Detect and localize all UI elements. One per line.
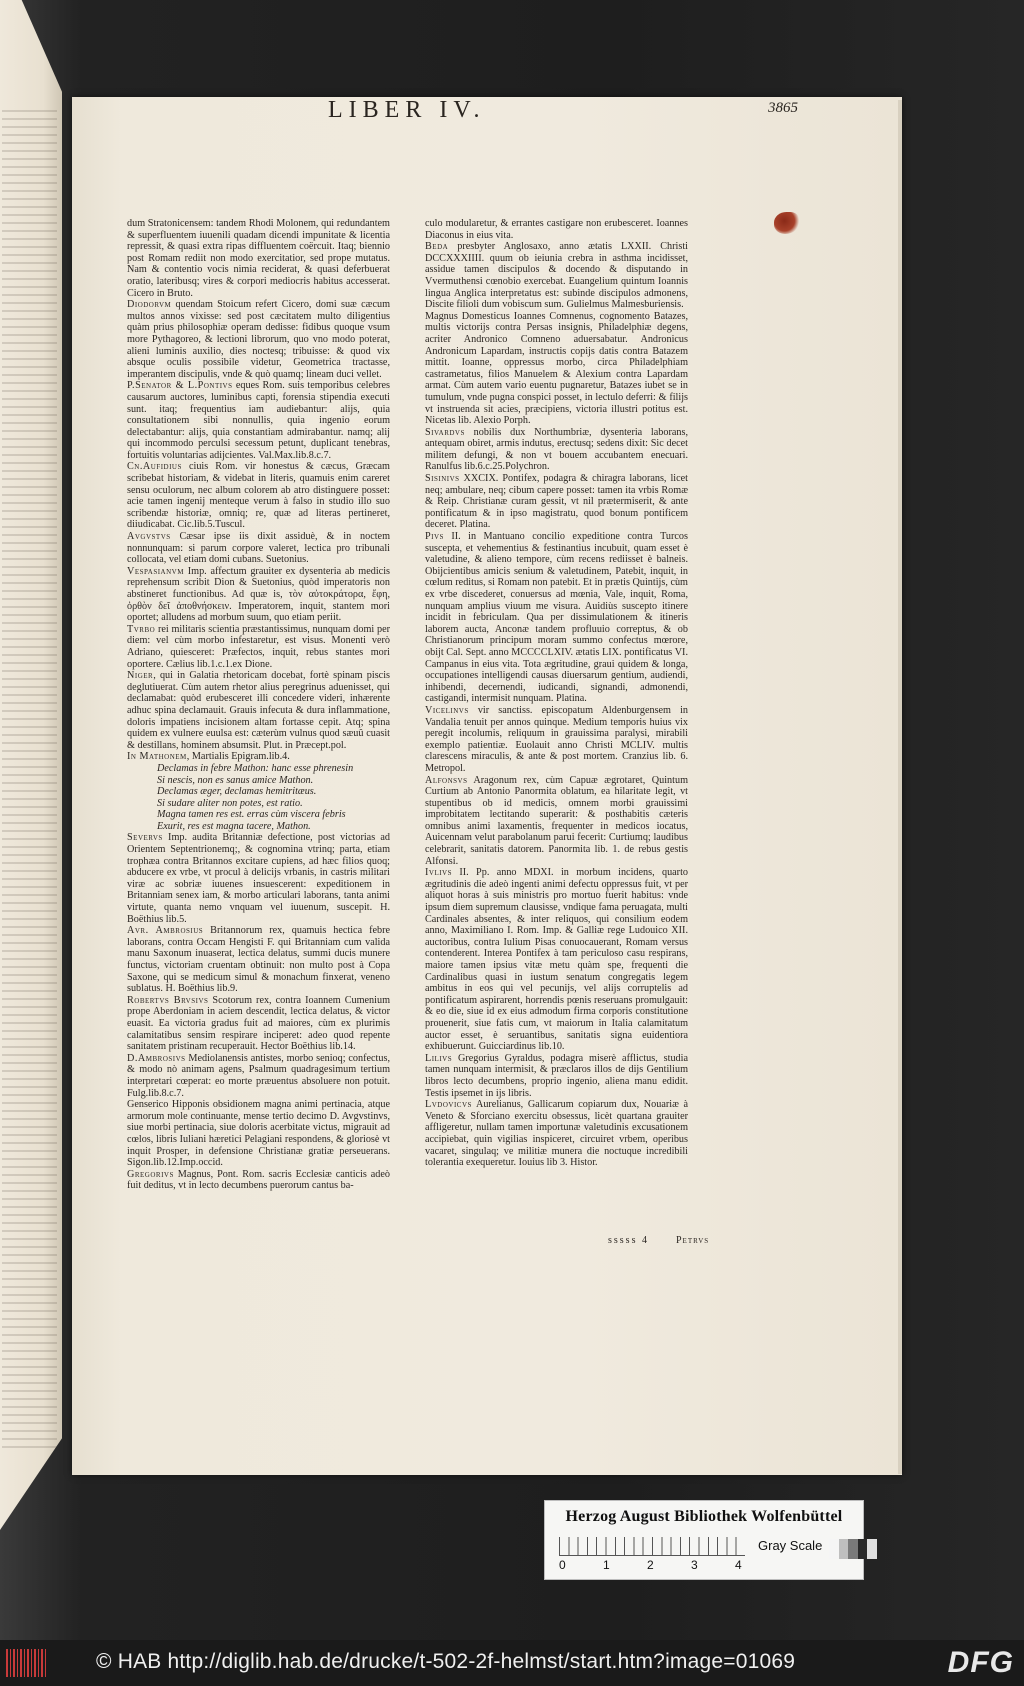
text-entry xyxy=(127,624,390,670)
entry-text: Genserico Hipponis obsidionem magna animi pertinacia, atque armorum mole continuante, mense tertio decimo D. Avgvstinvs, siue morbi pertinacia, siue doloris acerbitate victus, migrauit ad cœlos, libris Iuliani hæretici Pelagiani respondens, & gloriosè vt inquit Prosper, in defensione Christianæ gratiæ perseuerans. Sigon.lib.12.Imp.occid. xyxy=(127,1099,390,1169)
text-entry xyxy=(127,925,390,995)
entry-head: Sisinivs xyxy=(425,473,460,485)
facing-page-text-ghost xyxy=(2,110,57,1450)
text-entry xyxy=(425,775,688,868)
text-entry xyxy=(425,531,688,705)
catchword: Petrvs xyxy=(676,1235,710,1246)
gray-swatch xyxy=(858,1539,868,1559)
entry-text: II. Pp. anno MDXI. in morbum incidens, quarto ægritudinis die adeò ingenti animi defectu oppressus fuit, vt per aliquot horas à suis ministris pro mortuo fuerit habitus: vnde ipsum diem supremum clausisse, vndique fama peruagata, multi Cardinales absentes, & inter reliquos, qui consilium eodem anno, Maximiliano I. Rom. Imp. & Galliæ rege Ludouico XII. auctoribus, contra Iulium Pisas conuocauerant, Romam versus contenderent. Interea Pontifex à tam periculoso casu respirans, maiore tamen ipsius vitæ metu quàm spe, frequenti die Cardinalibus quasi in iustum senatum congregatis legem ambitus in eos qui vel pecunijs, vel alijs corruptelis ad pontificatum aspirarent, horrendis pœnis reseruans promulgauit: & eo die, siue id ex eius admodum firma corporis constitutione prouenerit, siue fatis cum, vt maiorum in Italia calamitatum auctor esset, è seruantibus, sanitatis signa euidentiora exhibuerunt. Guicciardinus lib.10. xyxy=(425,867,688,1053)
entry-head: P.Senator & L.Pontivs xyxy=(127,380,233,392)
entry-head: In Mathonem xyxy=(127,751,187,763)
text-entry xyxy=(127,670,390,751)
entry-text: eques Rom. suis temporibus celebres causarum auctores, luminibus capti, forensia stipendia executi sunt. itaq; frequentius iam audiebantur: alijs, quia consultationem sibi nonnullis, quia ingenio eorum delectabantur: alijs, quia constantiam admirabantur. namq; alij qui incommodo perculsi secessum petunt, duplicant tenebras, fortuitis voluntarias adijcientes. Val.Max.lib.8.c.7. xyxy=(127,380,390,461)
page-number: 3865 xyxy=(768,100,798,116)
verse-line: Magna tamen res est. erras cùm viscera febris xyxy=(157,809,346,821)
gray-swatch xyxy=(839,1539,849,1559)
text-entry xyxy=(425,705,688,775)
verse-line: Exurit, res est magna tacere, Mathon. xyxy=(157,820,311,832)
text-entry xyxy=(425,427,688,473)
entry-head: Robertvs Brvsivs xyxy=(127,994,209,1006)
right-text-column xyxy=(425,218,688,1169)
text-entry xyxy=(127,461,390,531)
entry-text: dum Stratonicensem: tandem Rhodi Molonem, qui redundantem & superfluentem iuuenili quadam dicendi impunitate & licentia repressit, & quasi extra ripas diffluentem coërcuit. Itaq; biennio post Romam rediit non modo exercitatior, sed prope mutatus. Nam & contentio vocis nimia reciderat, & quasi deferbuerat oratio, lateribusq; vires & corpori mediocris habitus accesserat. Cicero in Bruto. xyxy=(127,218,390,299)
text-entry xyxy=(425,473,688,531)
entry-head: Pivs xyxy=(425,531,444,543)
entry-head: Vicelinvs xyxy=(425,704,469,716)
ruler-number: 1 xyxy=(603,1558,610,1572)
text-entry xyxy=(127,1169,390,1192)
entry-head: D.Ambrosivs xyxy=(127,1052,186,1064)
gray-scale-label: Gray Scale xyxy=(758,1538,823,1553)
entry-text: Cæsar ipse iis dixit assiduè, & in noctem nonnunquam: si parum corpore valeret, lectica pro tribunali collocata, vel etiam domi cubans. Suetonius. xyxy=(127,531,390,566)
text-entry xyxy=(127,531,390,566)
entry-head: Cn.Aufidius xyxy=(127,461,182,473)
entry-text: Magnus, Pont. Rom. sacris Ecclesiæ canticis adeò fuit deditus, vt in lecto decumbens puerorum cantus ba- xyxy=(127,1168,390,1192)
entry-text: , Martialis Epigram.lib.4. xyxy=(186,751,290,763)
entry-head: Tvrbo xyxy=(127,623,156,635)
ruler-number: 4 xyxy=(735,1558,742,1572)
ruler-number: 3 xyxy=(691,1558,698,1572)
library-label-card xyxy=(544,1500,864,1580)
entry-text: Imp. affectum grauiter ex dysenteria ab medicis reprehensum scribit Dion & Suetonius, quòd imperatoris non abstineret functionibus. Ad quæ is, τὸν αὐτοκράτορα, ἔφη, ὀρθὸν δεῖ ἀποθνήσκειν. Imperatorem, inquit, stantem mori oportet; alludens ad morbum suum, quo etiam periit. xyxy=(127,565,390,624)
text-entry xyxy=(127,751,390,763)
scale-ruler xyxy=(559,1537,745,1556)
text-entry xyxy=(425,867,688,1053)
entry-text: vir sanctiss. episcopatum Aldenburgensem in Vandalia tenuit per annos quinque. Medium temporis huius vix peregit incolumis, reliquum in grauissima paralysi, mirabili exemplo patientiæ. Euolauit anno Christi MCLIV. multis clarescens miraculis, & ante & post mortem. Cranzius lib. 6. Metropol. xyxy=(425,704,688,774)
verse-line: Declamas æger, declamas hemitritæus. xyxy=(157,786,317,798)
entry-text: culo modularetur, & errantes castigare non erubesceret. Ioannes Diaconus in eius vita. xyxy=(425,218,688,241)
text-entry xyxy=(425,241,688,311)
entry-text: Aurelianus, Gallicarum copiarum dux, Nouariæ à Veneto & Sforciano exercitu obsessus, licèt quartana grauiter affligeretur, nullam tamen importunæ valetudinis excusationem accipiebat, quin vigilias inspiceret, circuiret vrbem, operibus vacaret, singulaq; ve militiæ munera die noctuque incredibili tolerantia exequeretur. Iouius lib 3. Histor. xyxy=(425,1099,688,1169)
entry-text: Britannorum rex, quamuis hectica febre laborans, contra Occam Hengisti F. qui Britanniam cum valida manu Saxonum inuaserat, lectica delatus, summi ducis munere functus, victoriam cruentam obtinuit: non multo post à Copa Saxone, qui se medicum simul & monachum finxerat, veneno sublatus. H. Boëthius lib.9. xyxy=(127,925,391,995)
gray-swatch xyxy=(829,1539,839,1559)
entry-text: Scotorum rex, contra Ioannem Cumenium prope Aberdoniam in aciem descendit, lectica delatus, & victor euasit. Ea victoria gradus fuit ad maiores, cùm ex plurimis calamitatibus sensim respirare inciperet: adeo quod repente sanitatem pristinam recuperauit. Hector Boëthius lib.14. xyxy=(127,994,391,1053)
verse-block xyxy=(127,763,390,833)
text-entry xyxy=(127,1053,390,1099)
verse-line: Si nescis, non es sanus amice Mathon. xyxy=(157,774,314,786)
entry-text: XXCIX. Pontifex, podagra & chiragra laborans, licet neq; ambulare, neq; cibum capere posset: tamen ita vrbis Romæ & Reip. Christianæ curam gessit, vt nil prætermiserit, & ante pontificatum & in ipso magistratu, quod bonum pontificem deceret. Platina. xyxy=(425,473,688,531)
entry-text: Gregorius Gyraldus, podagra miserè afflictus, studia tamen nunquam intermisit, & præclaros illos de dijs Gentilium libros lecto decumbens, proprio ingenio, aliena manu edidit. Testis ipsemet in ijs libris. xyxy=(425,1052,688,1099)
entry-head: Lilivs xyxy=(425,1052,453,1064)
text-entry xyxy=(425,1053,688,1099)
entry-head: Avr. Ambrosius xyxy=(127,925,204,937)
gray-scale-swatches xyxy=(829,1539,877,1559)
entry-head: Gregorivs xyxy=(127,1168,174,1180)
entry-head: Severvs xyxy=(127,832,163,844)
entry-text: Imp. audita Britanniæ defectione, post victorias ad Orientem Septentrionemq;, & cognomina vtrinq; parta, etiam trophæa contra Britannos excitare cupiens, ad hæc filios quoq; abducere ex vrbe, vt procul à delicijs vrbanis, in castris militari viræ ac sobriæ iuuenes insuescerent: expeditionem in Britanniam senex iam, & morbo articulari laborans, tanta animi virtute, quanta nemo vnquam vel iuuenum, suscepit. H. Boëthius lib.5. xyxy=(127,832,390,925)
entry-text: II. in Mantuano concilio expeditione contra Turcos suscepta, et vehementius & festinantius incubuit, quam esset è valetudine, & alieno tempore, cùm recens rediisset è balneis. Obijcientibus amicis senium & valetudinem, Patebit, inquit, in cœlum reditus, si Romam non patebit. Et in prætis Quintijs, cùm ex vrbe discederet, conuersus ad mœnia, Vale, inquit, Roma, nunquam amplius viuum me visura. Auidiùs suscepto itinere incidit in febriculam. Qua per dissimulationem & itineris laborem aucta, Anconæ tandem profluuio correptus, & ob Christianorum principum moram summo confectus mœrore, obijt Cal. Sept. anno MCCCCLXIV. ætatis LIX. pontificatus VI. Campanus in eius vita. Tota ægritudine, graui quidem & longa, occupationes intelligendi causas diuersarum gentium, audiendi, inhibendi, decernendi, iudicandi, signandi, admonendi, castigandi, intermisit nunquam. Platina. xyxy=(425,531,688,705)
text-entry xyxy=(127,995,390,1053)
entry-text: presbyter Anglosaxo, anno ætatis LXXII. Christi DCCXXXIIII. quum ob ieiunia crebra in asthma incidisset, assidue tamen discipulos & docendo & disputando in Vvermuthensi cœnobio exercebat. Euangelium quintum Ioannis lingua Anglica interpretatus est: subinde discipulos admonens, Discite filioli dum vobiscum sum. Gulielmus Malmesburiensis. xyxy=(425,241,688,311)
verse-line: Si sudare aliter non potes, est ratio. xyxy=(157,797,303,809)
viewer-footer-bar xyxy=(0,1640,1024,1686)
verse-line: Declamas in febre Mathon: hanc esse phrenesin xyxy=(157,762,354,774)
entry-head: Sivardvs xyxy=(425,426,465,438)
entry-head: Avgvstvs xyxy=(127,531,171,543)
entry-head: Lvdovicvs xyxy=(425,1099,472,1111)
entry-text: Aragonum rex, cùm Capuæ ægrotaret, Quintum Curtium ab Antonio Panormita oblatum, ea hilaritate legit, vt stupentibus ob id medicis, omnem morbi grauissimi improbitatem lectitando superarit: & posthabitis cæteris omnibus animi laxamentis, frequenter in medicos iocatus, Auicennam velut parabolanum parui fecerit: Curtiumq; laudibus celebrarit, sanitatis datorem. Panormita lib. 1. de rebus gestis Alfonsi. xyxy=(425,774,688,867)
text-entry xyxy=(127,566,390,624)
page-edge-shadow xyxy=(898,100,902,1474)
entry-text: Mediolanensis antistes, morbo senioq; confectus, & modo nò animam agens, Psalmum quadragesimum tertium interpretari cœperat: eo morte præuentus absoluere non potuit. Fulg.lib.8.c.7. xyxy=(127,1052,390,1099)
page-header xyxy=(318,97,798,127)
entry-text: ciuis Rom. vir honestus & cæcus, Græcam scribebat historiam, & videbat in literis, quamuis enim careret sensu oculorum, nec album colorem ab atro distinguere posset: acie tamen ingenij menteque verum à falso in studio illo suo scribendæ historiæ, omniq; re, quæ ad literas pertineret, diiudicabat. Cic.lib.5.Tuscul. xyxy=(127,461,390,531)
entry-head: Niger xyxy=(127,670,154,682)
text-entry xyxy=(127,1099,390,1169)
library-name: Herzog August Bibliothek Wolfenbüttel xyxy=(565,1508,843,1525)
entry-head: Vespasianvm xyxy=(127,565,184,577)
text-entry xyxy=(425,1099,688,1169)
ruler-number: 2 xyxy=(647,1558,654,1572)
gray-swatch xyxy=(867,1539,877,1559)
text-entry xyxy=(127,832,390,925)
text-entry xyxy=(127,299,390,380)
entry-text: rei militaris scientia præstantissimus, nunquam domi per diem: vel cùm morbo infestaretur, est visus. Monenti verò Adriano, quiesceret: Præfectos, inquit, rebus stantes mori oportere. Cælius lib.1.c.1.ex Dione. xyxy=(127,623,390,670)
entry-text: quendam Stoicum refert Cicero, domi suæ cæcum multos annos vixisse: sed post cæcitatem multo diligentius quàm prius philosophiæ operam dedisse: fidibus quoque vsum more Pythagoreo, & lectioni librorum, quo vno modo poterat, alieni luminis auxilio, dies noctesq; tribuisse: & quod vix absque oculis possibile videtur, Geometrica tractasse, imperantem discipulis, vnde & quò quamq; lineam duci vellet. xyxy=(127,299,390,380)
text-entry xyxy=(425,311,688,427)
facing-page-edge xyxy=(0,0,62,1530)
entry-text: , qui in Galatia rhetoricam docebat, fortè spinam piscis deglutiuerat. Cùm autem rhetor alius peregrinus aduenisset, qui declamabat: quòd erubesceret illi concedere videri, inhærente adhuc spina declamauit. Grauis infecuta & dura inflammatione, doloris impatiens incisionem altam fortasse cepit. Atq; spina quidem ex vulnere euulsa est: cæterùm vulnus quod sæuû cuasit & destillans, hominem absumsit. Plut. in Præcept.pol. xyxy=(127,670,390,751)
gray-swatch xyxy=(848,1539,858,1559)
text-entry xyxy=(127,380,390,461)
running-title: LIBER IV. xyxy=(328,97,486,123)
entry-head: Diodorvm xyxy=(127,299,172,311)
signature-mark: sssss 4 xyxy=(608,1235,649,1246)
entry-head: Beda xyxy=(425,241,449,253)
entry-text: Magnus Domesticus Ioannes Comnenus, cognomento Batazes, multis victorijs contra Persas insignis, Philadelphiæ degens, acriter Andronico Comneno aduersabatur. Andronicus Andronicum Lapardam, instructis copijs datis contra Batazem mittit. Ioanne, oppressus morbo, circa Philadelphiam castrametatus, filios Manuelem & Alexium contra Lapardam armat. Cùm autem vario euentu pugnaretur, Batazes iubet se in tumulum, vnde pugna conspici posset, in lectulo deferri: & filijs vt instruenda sit acies, præcipiens, victoria illustri potitus est. Nicetas lib. Alexio Porph. xyxy=(425,310,688,427)
entry-text: nobilis dux Northumbriæ, dysenteria laborans, antequam obiret, armis indutus, erectusq; sedens dixit: Sic decet militem defungi, & non vt bouem accubantem enecuari. Ranulfus lib.6.c.25.Polychron. xyxy=(425,426,688,473)
barcode-icon xyxy=(6,1649,46,1677)
ruler-number: 0 xyxy=(559,1558,566,1572)
left-text-column xyxy=(127,218,390,1192)
text-entry xyxy=(425,218,688,241)
entry-head: Alfonsvs xyxy=(425,774,468,786)
copyright-url[interactable]: © HAB http://diglib.hab.de/drucke/t-502-2f-helmst/start.htm?image=01069 xyxy=(96,1650,796,1673)
entry-head: Ivlivs xyxy=(425,867,453,879)
text-entry xyxy=(127,218,390,299)
dfg-logo: DFG xyxy=(947,1646,1014,1679)
